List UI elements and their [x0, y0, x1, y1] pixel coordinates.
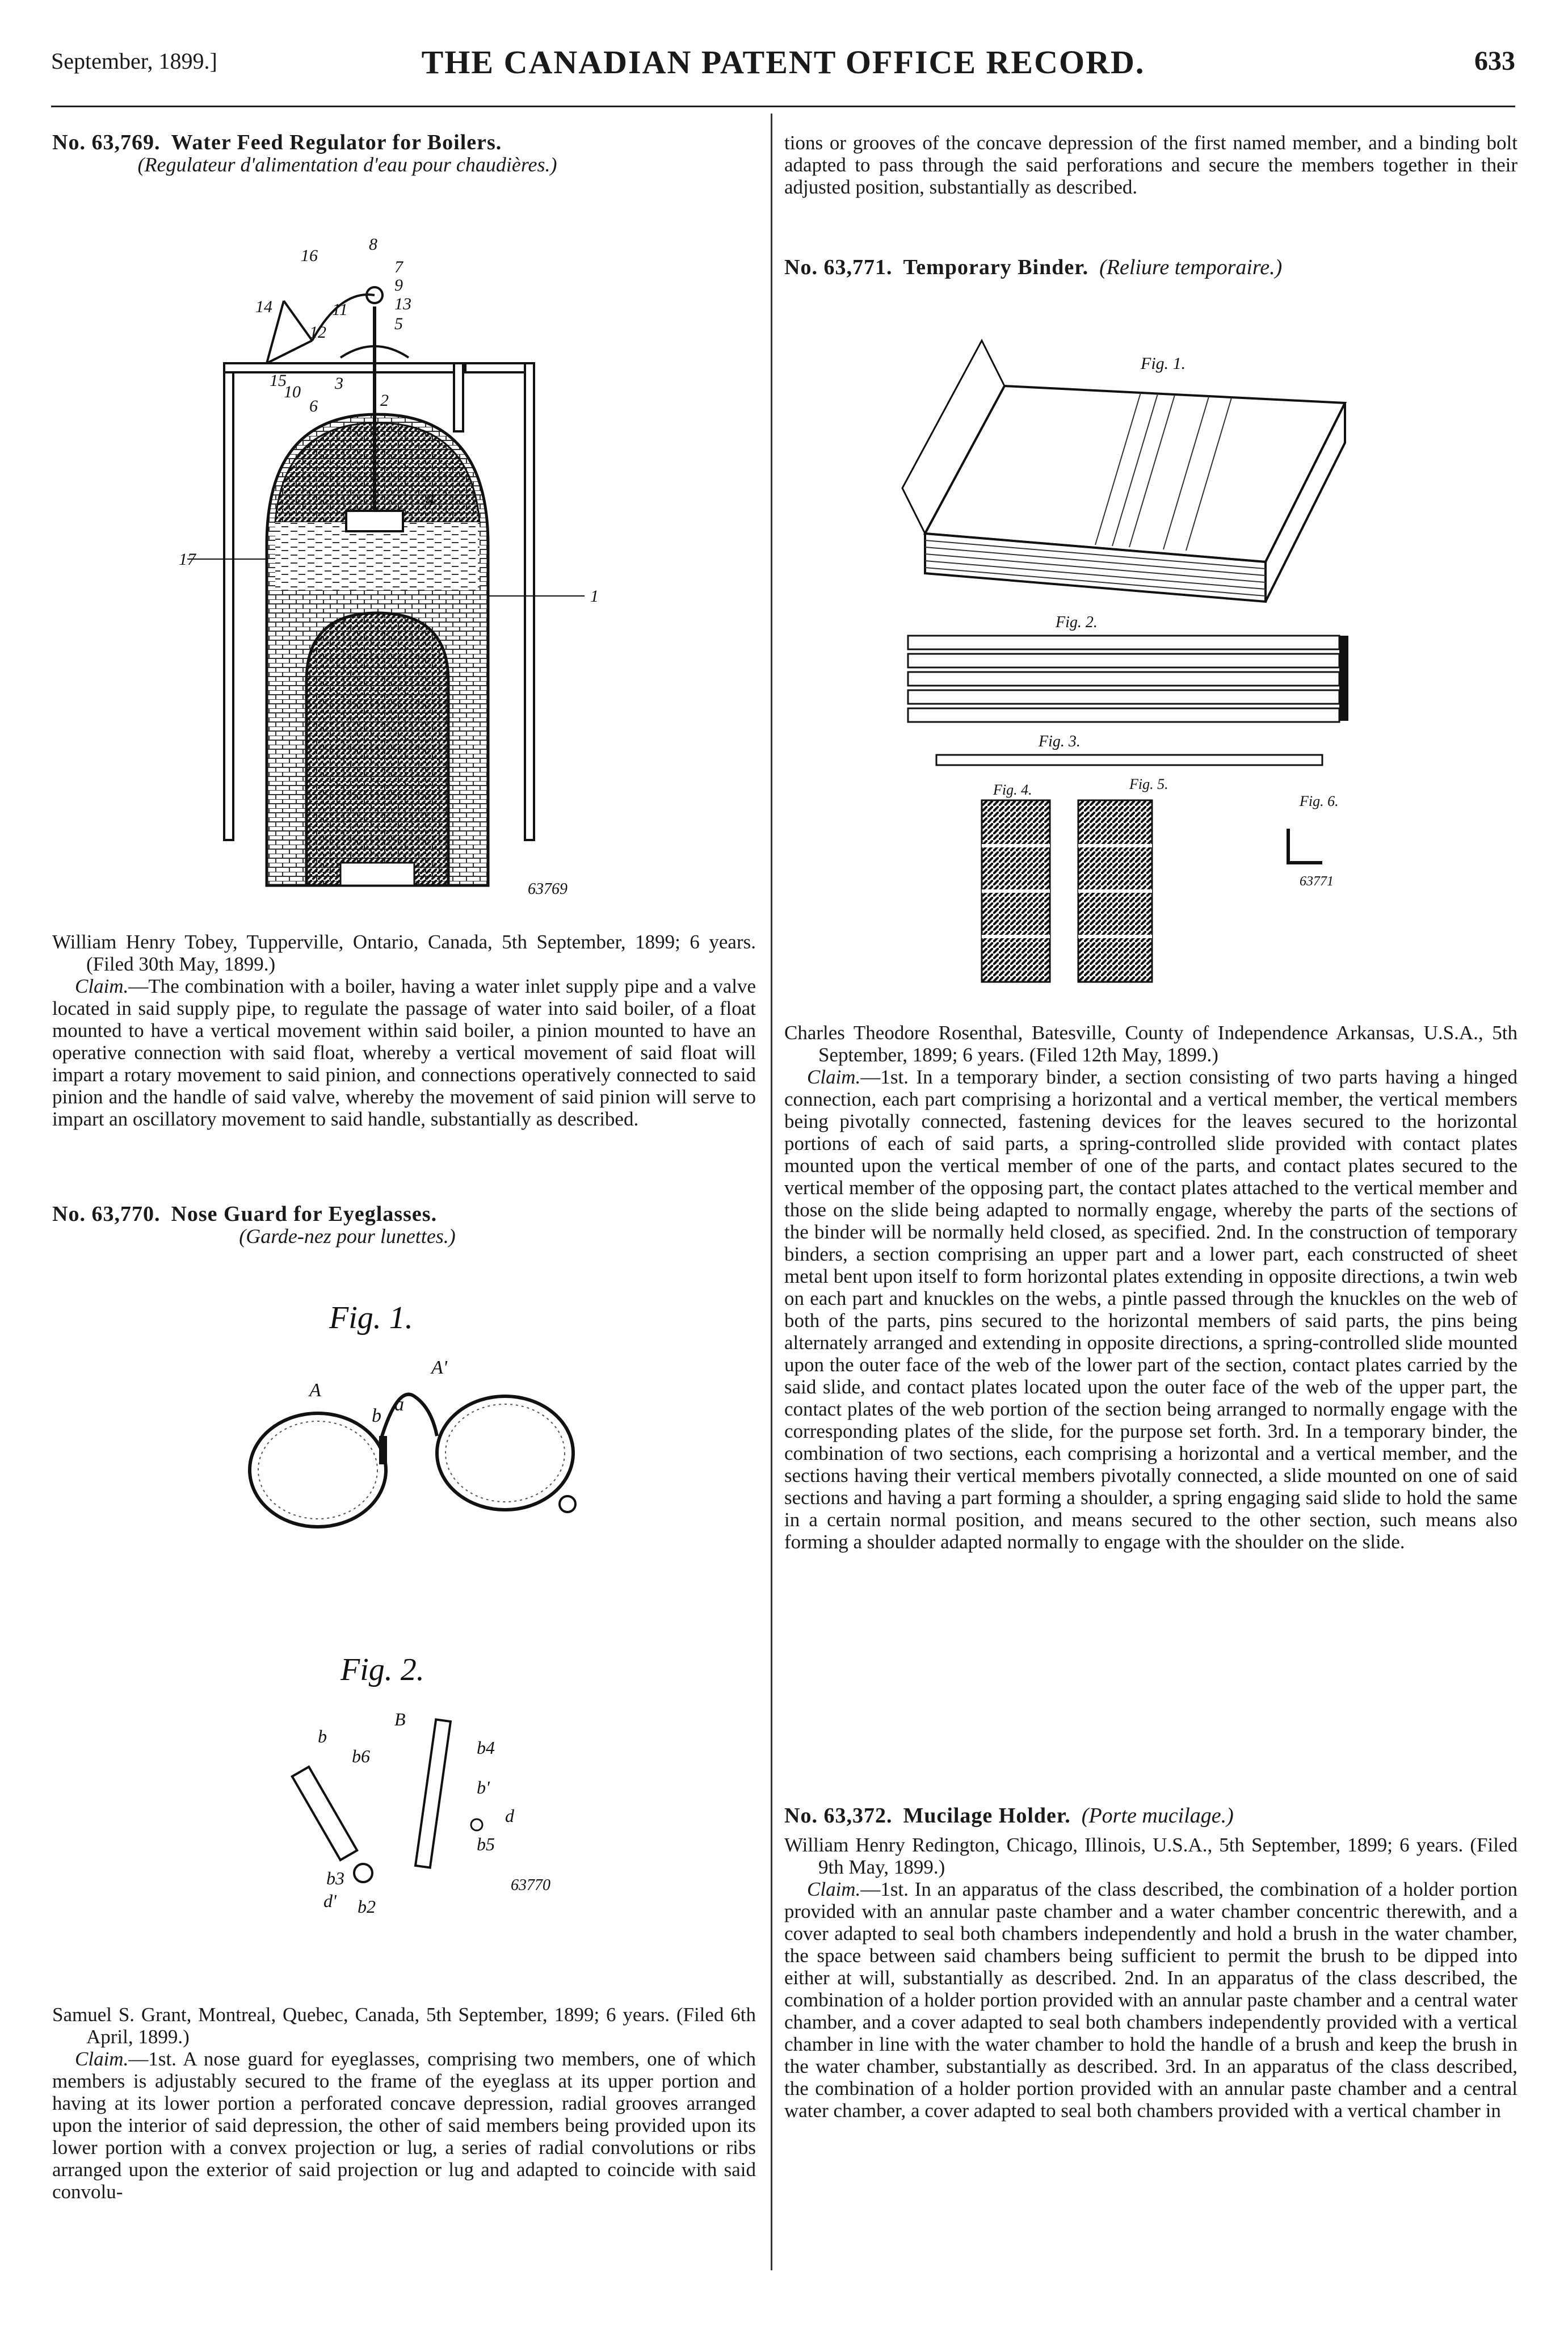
svg-text:15: 15 [270, 371, 287, 390]
svg-text:9: 9 [394, 276, 403, 295]
patent-number: No. 63,769. [52, 131, 161, 154]
patent-number: No. 63,770. [52, 1202, 161, 1226]
top-pipe [224, 363, 474, 372]
svg-text:2: 2 [380, 391, 389, 410]
left-pipe [224, 363, 233, 840]
svg-text:7: 7 [394, 258, 403, 276]
patent-63770-body [52, 2004, 756, 2203]
figure-number: 63771 [1300, 874, 1334, 889]
nose-guard-figure [227, 1283, 681, 1992]
svg-text:11: 11 [332, 300, 348, 319]
inventor: Charles Theodore Rosenthal, Batesville, County of Independence Arkansas, U.S.A., 5th September, 1899; 6 years. (Filed 12th May, 1899.) [784, 1022, 1517, 1066]
patent-63769-heading [52, 132, 756, 176]
patent-french-title: (Garde-nez pour lunettes.) [239, 1225, 456, 1248]
claim-label: Claim. [75, 2048, 129, 2070]
svg-text:A': A' [431, 1357, 448, 1378]
right-pipe [525, 363, 534, 840]
fig6-caption: Fig. 6. [1300, 793, 1339, 809]
figure-number: 63770 [511, 1876, 550, 1894]
svg-text:16: 16 [301, 246, 318, 265]
binder-figure [891, 318, 1458, 988]
patent-french-title: (Regulateur d'alimentation d'eau pour chaudières.) [137, 153, 557, 176]
fig2-caption: Fig. 2. [1056, 614, 1098, 631]
bridge [380, 1395, 437, 1442]
patent-63770-continuation: tions or grooves of the concave depression of the first named member, and a binding bolt adapted to pass through the said perforations and secure the members together in their adjusted position, substantially as described. [784, 132, 1517, 198]
fig3-caption: Fig. 3. [1039, 733, 1081, 750]
claim-text: —1st. In a temporary binder, a section consisting of two parts having a hinged connection, each part comprising a horizontal and a vertical member, the vertical members being pivotally connected, fastening devices for the leaves secured to the horizontal portions of each of said parts, a spring-controlled slide provided with contact plates mounted upon the vertical member of one of the parts, and contact plates secured to the vertical member of the opposing part, the contact plates attached to the vertical member and those on the slide being adapted to normally engage, whereby the parts of the sections of the binder will be normally held closed, as specified. 2nd. In the construction of temporary binders, a section comprising an upper part and a lower part, each constructed of sheet metal bent upon itself to form horizontal plates extending in opposite directions, a twin web on each part and knuckles on the webs, a pintle passed through the knuckles on the web of both of the parts, pins secured to the horizontal members of said parts, the pins being alternately arranged and extending in opposite directions, a spring-controlled slide mounted upon the outer face of the web of the lower part of the section, contact plates carried by the said slide, and contact plates located upon the outer face of the web of the upper part, the contact plates of the web portion of the section being arranged to normally engage with the corresponding plates of the slide, for the purpose set forth. 3rd. In a temporary binder, the combination of two sections, each comprising a horizontal and a vertical member, and the sections having their vertical members pivotally connected, a slide mounted on one of said sections and having a part forming a shoulder, a spring engaging said slide to hold the same in a certain normal position, and means secured to the other section, such means also forming a shoulder adapted normally to engage with the shoulder on the slide. [784, 1066, 1517, 1553]
claim-text: —The combination with a boiler, having a water inlet supply pipe and a valve located in said supply pipe, to regulate the passage of water into said boiler, of a float mounted to have a vertical movement within said boiler, a pinion mounted to have an operative connection with said float, whereby a vertical movement of said float will impart a rotary movement to said pinion, and connections operatively connected to said pinion and the handle of said valve, whereby the movement of said pinion will serve to impart an oscillatory movement to said handle, substantially as described. [52, 975, 756, 1130]
header-rule [51, 106, 1515, 107]
patent-title: Mucilage Holder. [903, 1804, 1071, 1828]
claim-text: —1st. A nose guard for eyeglasses, comprising two members, one of which members is adjustably secured to the frame of the eyeglass at its upper portion and having at its lower portion a perforated concave depression, radial grooves arranged upon the interior of said depression, the other of said members being provided upon its lower portion with a convex projection or lug, a series of radial convolutions or ribs arranged upon the exterior of said projection or lug and adapted to coincide with said convolu- [52, 2048, 756, 2203]
svg-text:b6: b6 [352, 1746, 370, 1766]
patent-title: Water Feed Regulator for Boilers. [171, 131, 502, 154]
left-lens [250, 1413, 386, 1527]
claim-label: Claim. [807, 1878, 861, 1900]
fig1-caption: Fig. 1. [329, 1300, 413, 1336]
svg-text:4: 4 [426, 490, 434, 509]
svg-text:17: 17 [179, 550, 196, 569]
svg-text:1: 1 [590, 587, 599, 606]
inventor: Samuel S. Grant, Montreal, Quebec, Canada, 5th September, 1899; 6 years. (Filed 6th April, 1899.) [52, 2004, 756, 2048]
patent-french-title: (Porte mucilage.) [1081, 1804, 1234, 1828]
patent-63769-body [52, 931, 756, 1130]
patent-title: Nose Guard for Eyeglasses. [171, 1202, 438, 1226]
figure-number: 63769 [528, 880, 567, 897]
patent-title: Temporary Binder. [903, 255, 1089, 279]
svg-text:b5: b5 [477, 1834, 495, 1854]
svg-text:b: b [318, 1726, 327, 1746]
valve-pipe [454, 363, 463, 431]
svg-text:b2: b2 [358, 1896, 376, 1917]
patent-63771-body [784, 1022, 1517, 1553]
inventor: William Henry Tobey, Tupperville, Ontario, Canada, 5th September, 1899; 6 years. (Filed 30th May, 1899.) [52, 931, 756, 975]
svg-text:5: 5 [394, 314, 403, 333]
claim-label: Claim. [807, 1066, 861, 1088]
svg-text:6: 6 [309, 397, 318, 415]
patent-french-title: (Reliure temporaire.) [1099, 255, 1283, 279]
patent-number: No. 63,771. [784, 255, 893, 279]
patent-63770-heading [52, 1203, 756, 1248]
svg-text:d: d [505, 1805, 514, 1826]
svg-text:b: b [372, 1405, 381, 1426]
firebox-arch [306, 613, 448, 885]
fig2-caption: Fig. 2. [340, 1652, 424, 1687]
patent-number: No. 63,372. [784, 1804, 893, 1828]
svg-text:B: B [394, 1709, 406, 1729]
column-divider [771, 114, 772, 2270]
boiler-regulator-figure [170, 227, 658, 897]
svg-text:A: A [309, 1380, 321, 1401]
svg-text:13: 13 [394, 295, 411, 313]
header-title: THE CANADIAN PATENT OFFICE RECORD. [421, 44, 1145, 81]
svg-text:14: 14 [255, 297, 272, 316]
svg-text:10: 10 [284, 383, 301, 401]
right-lens [437, 1396, 573, 1510]
inventor: William Henry Redington, Chicago, Illinois, U.S.A., 5th September, 1899; 6 years. (Filed 9th May, 1899.) [784, 1834, 1517, 1878]
claim-label: Claim. [75, 975, 129, 997]
guard-member-b [415, 1719, 451, 1867]
svg-text:b4: b4 [477, 1737, 495, 1758]
patent-63771-heading [784, 257, 1517, 279]
fig4-caption: Fig. 4. [993, 782, 1032, 798]
svg-text:b': b' [477, 1777, 490, 1798]
svg-text:a: a [394, 1394, 404, 1415]
svg-text:3: 3 [335, 374, 343, 393]
claim-text: —1st. In an apparatus of the class described, the combination of a holder portion provided with an annular paste chamber and a water chamber concentric therewith, and a cover adapted to seal both chambers independently and hold a brush in the water chamber, the space between said chambers being sufficient to permit the brush to be dipped into either at will, substantially as described. 2nd. In an apparatus of the class described, the combination of a holder portion provided with an annular paste chamber and a central water chamber, and a cover adapted to seal both chambers independently provided with a vertical chamber in line with the water chamber to hold the handle of a brush and keep the brush in the water chamber, substantially as described. 3rd. In an apparatus of the class described, the combination of a holder portion provided with an annular paste chamber and a central water chamber, a cover adapted to seal both chambers provided with a vertical chamber in [784, 1878, 1517, 2122]
svg-text:d': d' [323, 1891, 337, 1911]
fig1-caption: Fig. 1. [1141, 354, 1186, 373]
svg-text:b3: b3 [326, 1868, 344, 1888]
page-number: 633 [1474, 46, 1515, 76]
patent-63372 [784, 1805, 1517, 2122]
guard-member-a [292, 1767, 357, 1860]
label-8: 8 [369, 235, 377, 254]
svg-text:12: 12 [309, 323, 326, 342]
fig5-caption: Fig. 5. [1129, 776, 1168, 792]
header-date: September, 1899.] [51, 48, 217, 74]
page-header [51, 40, 1515, 85]
float [346, 511, 403, 531]
